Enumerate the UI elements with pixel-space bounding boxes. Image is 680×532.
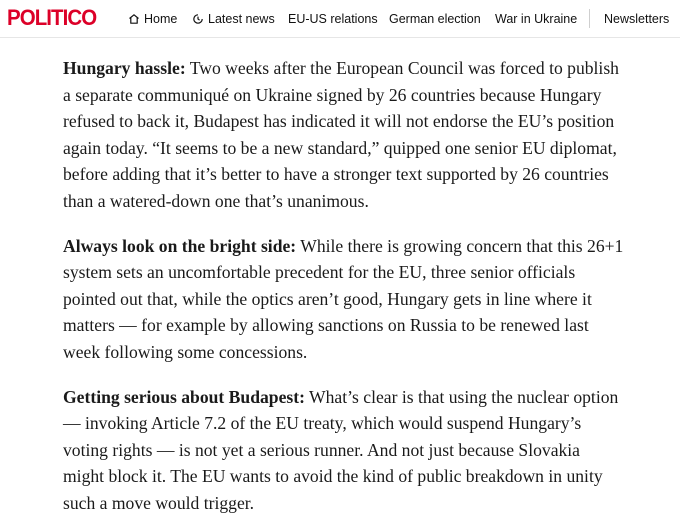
text-line: again today. “It seems to be a new standard,” quipped one senior EU diplomat, (63, 137, 617, 158)
paragraph-hungary-hassle (63, 55, 673, 215)
text-line (63, 55, 673, 82)
nav-divider (589, 9, 590, 28)
clock-icon (192, 13, 204, 25)
paragraph-lead: Always look on the bright side: (63, 235, 297, 256)
text-line: before adding that it’s better to have a stronger text supported by 26 countries (63, 164, 609, 185)
top-navigation-bar (0, 0, 680, 38)
nav-latest-news-label: Latest news (208, 12, 275, 26)
nav-german-election-label: German election (389, 12, 481, 26)
paragraph-bright-side (63, 233, 673, 366)
article-body (63, 55, 673, 517)
text-line: week following some concessions. (63, 341, 308, 362)
nav-latest-news[interactable] (192, 11, 275, 27)
text-line: pointed out that, while the optics aren’t good, Hungary gets in line where it (63, 288, 592, 309)
text-line: such a move would trigger. (63, 492, 255, 513)
nav-home[interactable] (128, 11, 177, 27)
paragraph-lead: Getting serious about Budapest: (63, 386, 305, 407)
text-line (63, 384, 673, 411)
text-segment: What’s clear is that using the nuclear option (304, 386, 619, 407)
home-icon (128, 13, 140, 25)
nav-german-election[interactable] (389, 11, 481, 27)
text-line: — invoking Article 7.2 of the EU treaty, which would suspend Hungary’s (63, 413, 582, 434)
nav-eu-us-relations[interactable] (288, 11, 378, 27)
paragraph-lead: Hungary hassle: (63, 58, 186, 78)
text-line (63, 233, 673, 260)
paragraph-budapest (63, 384, 673, 517)
text-line: voting rights — is not yet a serious runner. And not just because Slovakia (63, 439, 580, 460)
text-segment: Two weeks after the European Council was forced to publish (185, 58, 619, 78)
text-segment: While there is growing concern that this 26+1 (296, 235, 624, 256)
politico-logo[interactable]: POLITICO (7, 5, 97, 30)
text-line: than a watered-down one that’s unanimous. (63, 190, 369, 211)
nav-war-in-ukraine[interactable] (495, 11, 577, 27)
nav-newsletters[interactable] (604, 11, 669, 27)
text-line: a separate communiqué on Ukraine signed by 26 countries because Hungary (63, 84, 602, 105)
nav-war-in-ukraine-label: War in Ukraine (495, 12, 578, 26)
nav-home-label: Home (144, 12, 178, 26)
text-line: system sets an uncomfortable precedent for the EU, three senior officials (63, 262, 576, 283)
text-line: might block it. The EU wants to avoid the kind of public breakdown in unity (63, 466, 603, 487)
text-line: refused to back it, Budapest has indicated it will not endorse the EU’s position (63, 111, 615, 132)
nav-newsletters-label: Newsletters (604, 12, 670, 26)
text-line: matters — for example by allowing sanctions on Russia to be renewed last (63, 315, 589, 336)
nav-eu-us-relations-label: EU-US relations (288, 12, 378, 26)
